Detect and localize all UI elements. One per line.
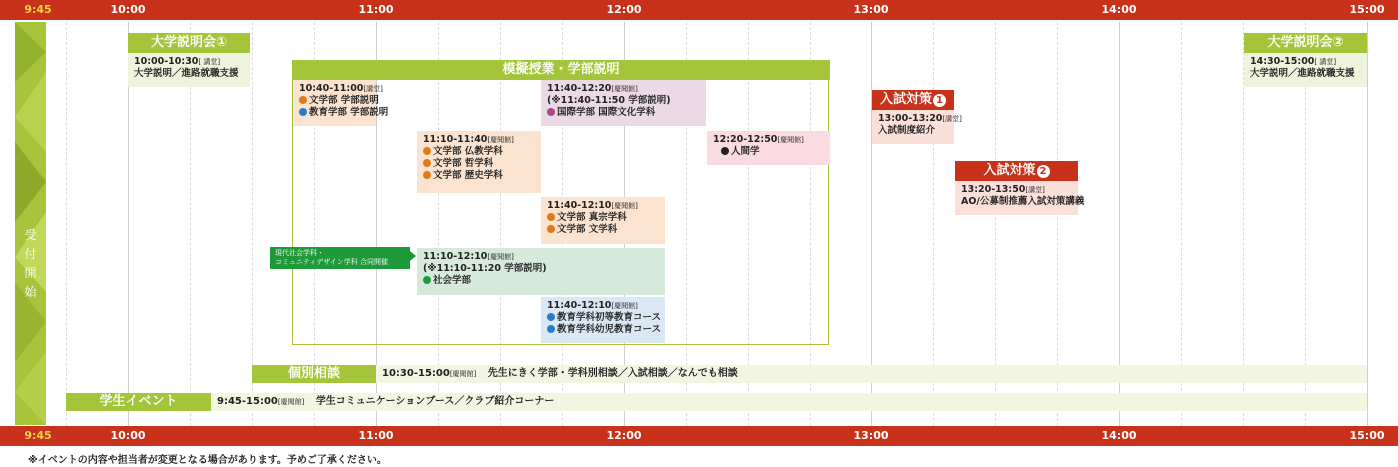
lecture-block: 12:20-12:50[慶聞館] 人間学 (707, 131, 830, 165)
lecture-time: 11:40-12:10 (547, 200, 612, 211)
number-circle-icon: 2 (1037, 165, 1050, 178)
consult-desc: 先生にきく学部・学科別相談／入試相談／なんでも相談 (487, 368, 738, 379)
lecture-block: 10:40-11:00[講堂] 文学部 学部説明 教育学部 学部説明 (293, 80, 376, 126)
lecture-line: 国際学部 国際文化学科 (557, 107, 656, 118)
lecture-note: (※11:10-11:20 学部説明) (423, 263, 547, 274)
lecture-line: 文学部 学部説明 (309, 95, 379, 106)
time-label: 14:00 (1101, 429, 1137, 442)
reception-char: 始 (24, 285, 37, 299)
purple-dot-icon (547, 108, 555, 116)
lecture-line: 教育学部 学部説明 (309, 107, 389, 118)
exam-venue: 講堂 (945, 115, 960, 123)
student-event-venue: 慶聞館 (280, 398, 302, 406)
orange-dot-icon (547, 213, 555, 221)
time-label: 9:45 (24, 429, 52, 442)
lecture-line: 文学部 歴史学科 (433, 170, 503, 181)
student-event-title: 学生イベント (66, 393, 211, 411)
exam-time: 13:20-13:50 (961, 184, 1026, 195)
consult-venue: 慶聞館 (452, 370, 474, 378)
number-circle-icon: 1 (933, 94, 946, 107)
joint-note: コミュニティデザイン学科 合同開催 (275, 258, 389, 266)
reception-char: 受 (24, 228, 37, 242)
lecture-block: 11:10-12:10[慶聞館] (※11:10-11:20 学部説明) 社会学部 (417, 248, 665, 295)
joint-note: 現代社会学科・ (275, 249, 324, 257)
lecture-line: 文学部 仏教学科 (433, 146, 503, 157)
univ-session-1-title: 大学説明会① (128, 33, 250, 53)
lecture-venue: 慶聞館 (614, 302, 636, 310)
consult-title: 個別相談 (252, 365, 376, 383)
lecture-line: 人間学 (731, 146, 760, 157)
orange-dot-icon (299, 96, 307, 104)
time-label: 12:00 (606, 429, 642, 442)
reception-char: 開 (24, 266, 37, 280)
exam-desc: 入試制度紹介 (878, 125, 936, 136)
lecture-venue: 慶聞館 (490, 253, 512, 261)
exam-time: 13:00-13:20 (878, 113, 943, 124)
orange-dot-icon (547, 225, 555, 233)
exam-desc: AO/公募制推薦入試対策講義 (961, 196, 1085, 207)
reception-column (15, 22, 46, 425)
time-label: 10:00 (110, 429, 146, 442)
black-dot-icon (721, 147, 729, 155)
orange-dot-icon (423, 159, 431, 167)
student-event-desc: 学生コミュニケーションブース／クラブ紹介コーナー (315, 396, 555, 407)
time-label: 11:00 (358, 3, 394, 16)
time-label: 15:00 (1349, 429, 1385, 442)
lecture-line: 教育学科幼児教育コース (557, 324, 662, 335)
time-axis-top (0, 0, 1398, 20)
session-venue: 講堂 (203, 58, 218, 66)
lecture-venue: 慶聞館 (490, 136, 512, 144)
blue-dot-icon (547, 325, 555, 333)
time-label: 14:00 (1101, 3, 1137, 16)
lecture-time: 11:10-12:10 (423, 251, 488, 262)
reception-char: 付 (24, 247, 37, 261)
univ-session-2-title: 大学説明会② (1244, 33, 1367, 53)
exam-title-text: 入試対策 (879, 92, 932, 107)
orange-dot-icon (423, 171, 431, 179)
session-time: 14:30-15:00 (1250, 56, 1315, 67)
blue-dot-icon (547, 313, 555, 321)
mock-lecture-title: 模擬授業・学部説明 (292, 60, 830, 80)
time-label: 15:00 (1349, 3, 1385, 16)
reception-pattern (15, 22, 46, 425)
student-event-band: 9:45-15:00[慶聞館] 学生コミュニケーションブース／クラブ紹介コーナー (211, 393, 1367, 411)
lecture-time: 11:40-12:10 (547, 300, 612, 311)
lecture-block: 11:40-12:20[慶聞館] (※11:40-11:50 学部説明) 国際学部 国際文化学科 (541, 80, 706, 126)
lecture-note: (※11:40-11:50 学部説明) (547, 95, 671, 106)
consult-time: 10:30-15:00 (382, 368, 450, 379)
lecture-venue: 講堂 (366, 85, 381, 93)
green-dot-icon (423, 276, 431, 284)
lecture-block: 11:10-11:40[慶聞館] 文学部 仏教学科 文学部 哲学科 文学部 歴史学科 (417, 131, 541, 193)
lecture-time: 10:40-11:00 (299, 83, 364, 94)
lecture-line: 教育学科初等教育コース (557, 312, 662, 323)
lecture-time: 11:40-12:20 (547, 83, 612, 94)
session-time: 10:00-10:30 (134, 56, 199, 67)
exam-prep-1-title (872, 90, 954, 110)
session-desc: 大学説明／進路就職支援 (134, 68, 239, 79)
time-label: 12:00 (606, 3, 642, 16)
exam-prep-2-body: 13:20-13:50[講堂] AO/公募制推薦入試対策講義 (955, 181, 1078, 215)
exam-prep-2-title (955, 161, 1078, 181)
session-venue: 講堂 (1319, 58, 1334, 66)
exam-prep-1-body: 13:00-13:20[講堂] 入試制度紹介 (872, 110, 954, 144)
univ-session-2-body: 14:30-15:00[ 講堂] 大学説明／進路就職支援 (1244, 53, 1367, 87)
lecture-line: 文学部 文学科 (557, 224, 618, 235)
lecture-time: 12:20-12:50 (713, 134, 778, 145)
time-label: 11:00 (358, 429, 394, 442)
time-axis-bottom (0, 426, 1398, 446)
lecture-time: 11:10-11:40 (423, 134, 488, 145)
session-desc: 大学説明／進路就職支援 (1250, 68, 1355, 79)
lecture-venue: 慶聞館 (614, 85, 636, 93)
time-label: 13:00 (853, 429, 889, 442)
consult-band: 10:30-15:00[慶聞館] 先生にきく学部・学科別相談／入試相談／なんでも相談 (376, 365, 1367, 383)
lecture-line: 文学部 哲学科 (433, 158, 494, 169)
time-label: 13:00 (853, 3, 889, 16)
lecture-line: 文学部 真宗学科 (557, 212, 627, 223)
lecture-venue: 慶聞館 (614, 202, 636, 210)
blue-dot-icon (299, 108, 307, 116)
orange-dot-icon (423, 147, 431, 155)
univ-session-1-body: 10:00-10:30[ 講堂] 大学説明／進路就職支援 (128, 53, 250, 87)
lecture-venue: 慶聞館 (780, 136, 802, 144)
lecture-block: 11:40-12:10[慶聞館] 文学部 真宗学科 文学部 文学科 (541, 197, 665, 244)
joint-session-tag (270, 247, 410, 269)
exam-venue: 講堂 (1028, 186, 1043, 194)
lecture-block: 11:40-12:10[慶聞館] 教育学科初等教育コース 教育学科幼児教育コース (541, 297, 665, 343)
student-event-time: 9:45-15:00 (217, 396, 278, 407)
exam-title-text: 入試対策 (983, 163, 1036, 178)
time-label: 10:00 (110, 3, 146, 16)
footnote: ※イベントの内容や担当者が変更となる場合があります。予めご了承ください。 (28, 455, 387, 466)
time-label: 9:45 (24, 3, 52, 16)
lecture-line: 社会学部 (433, 275, 472, 286)
